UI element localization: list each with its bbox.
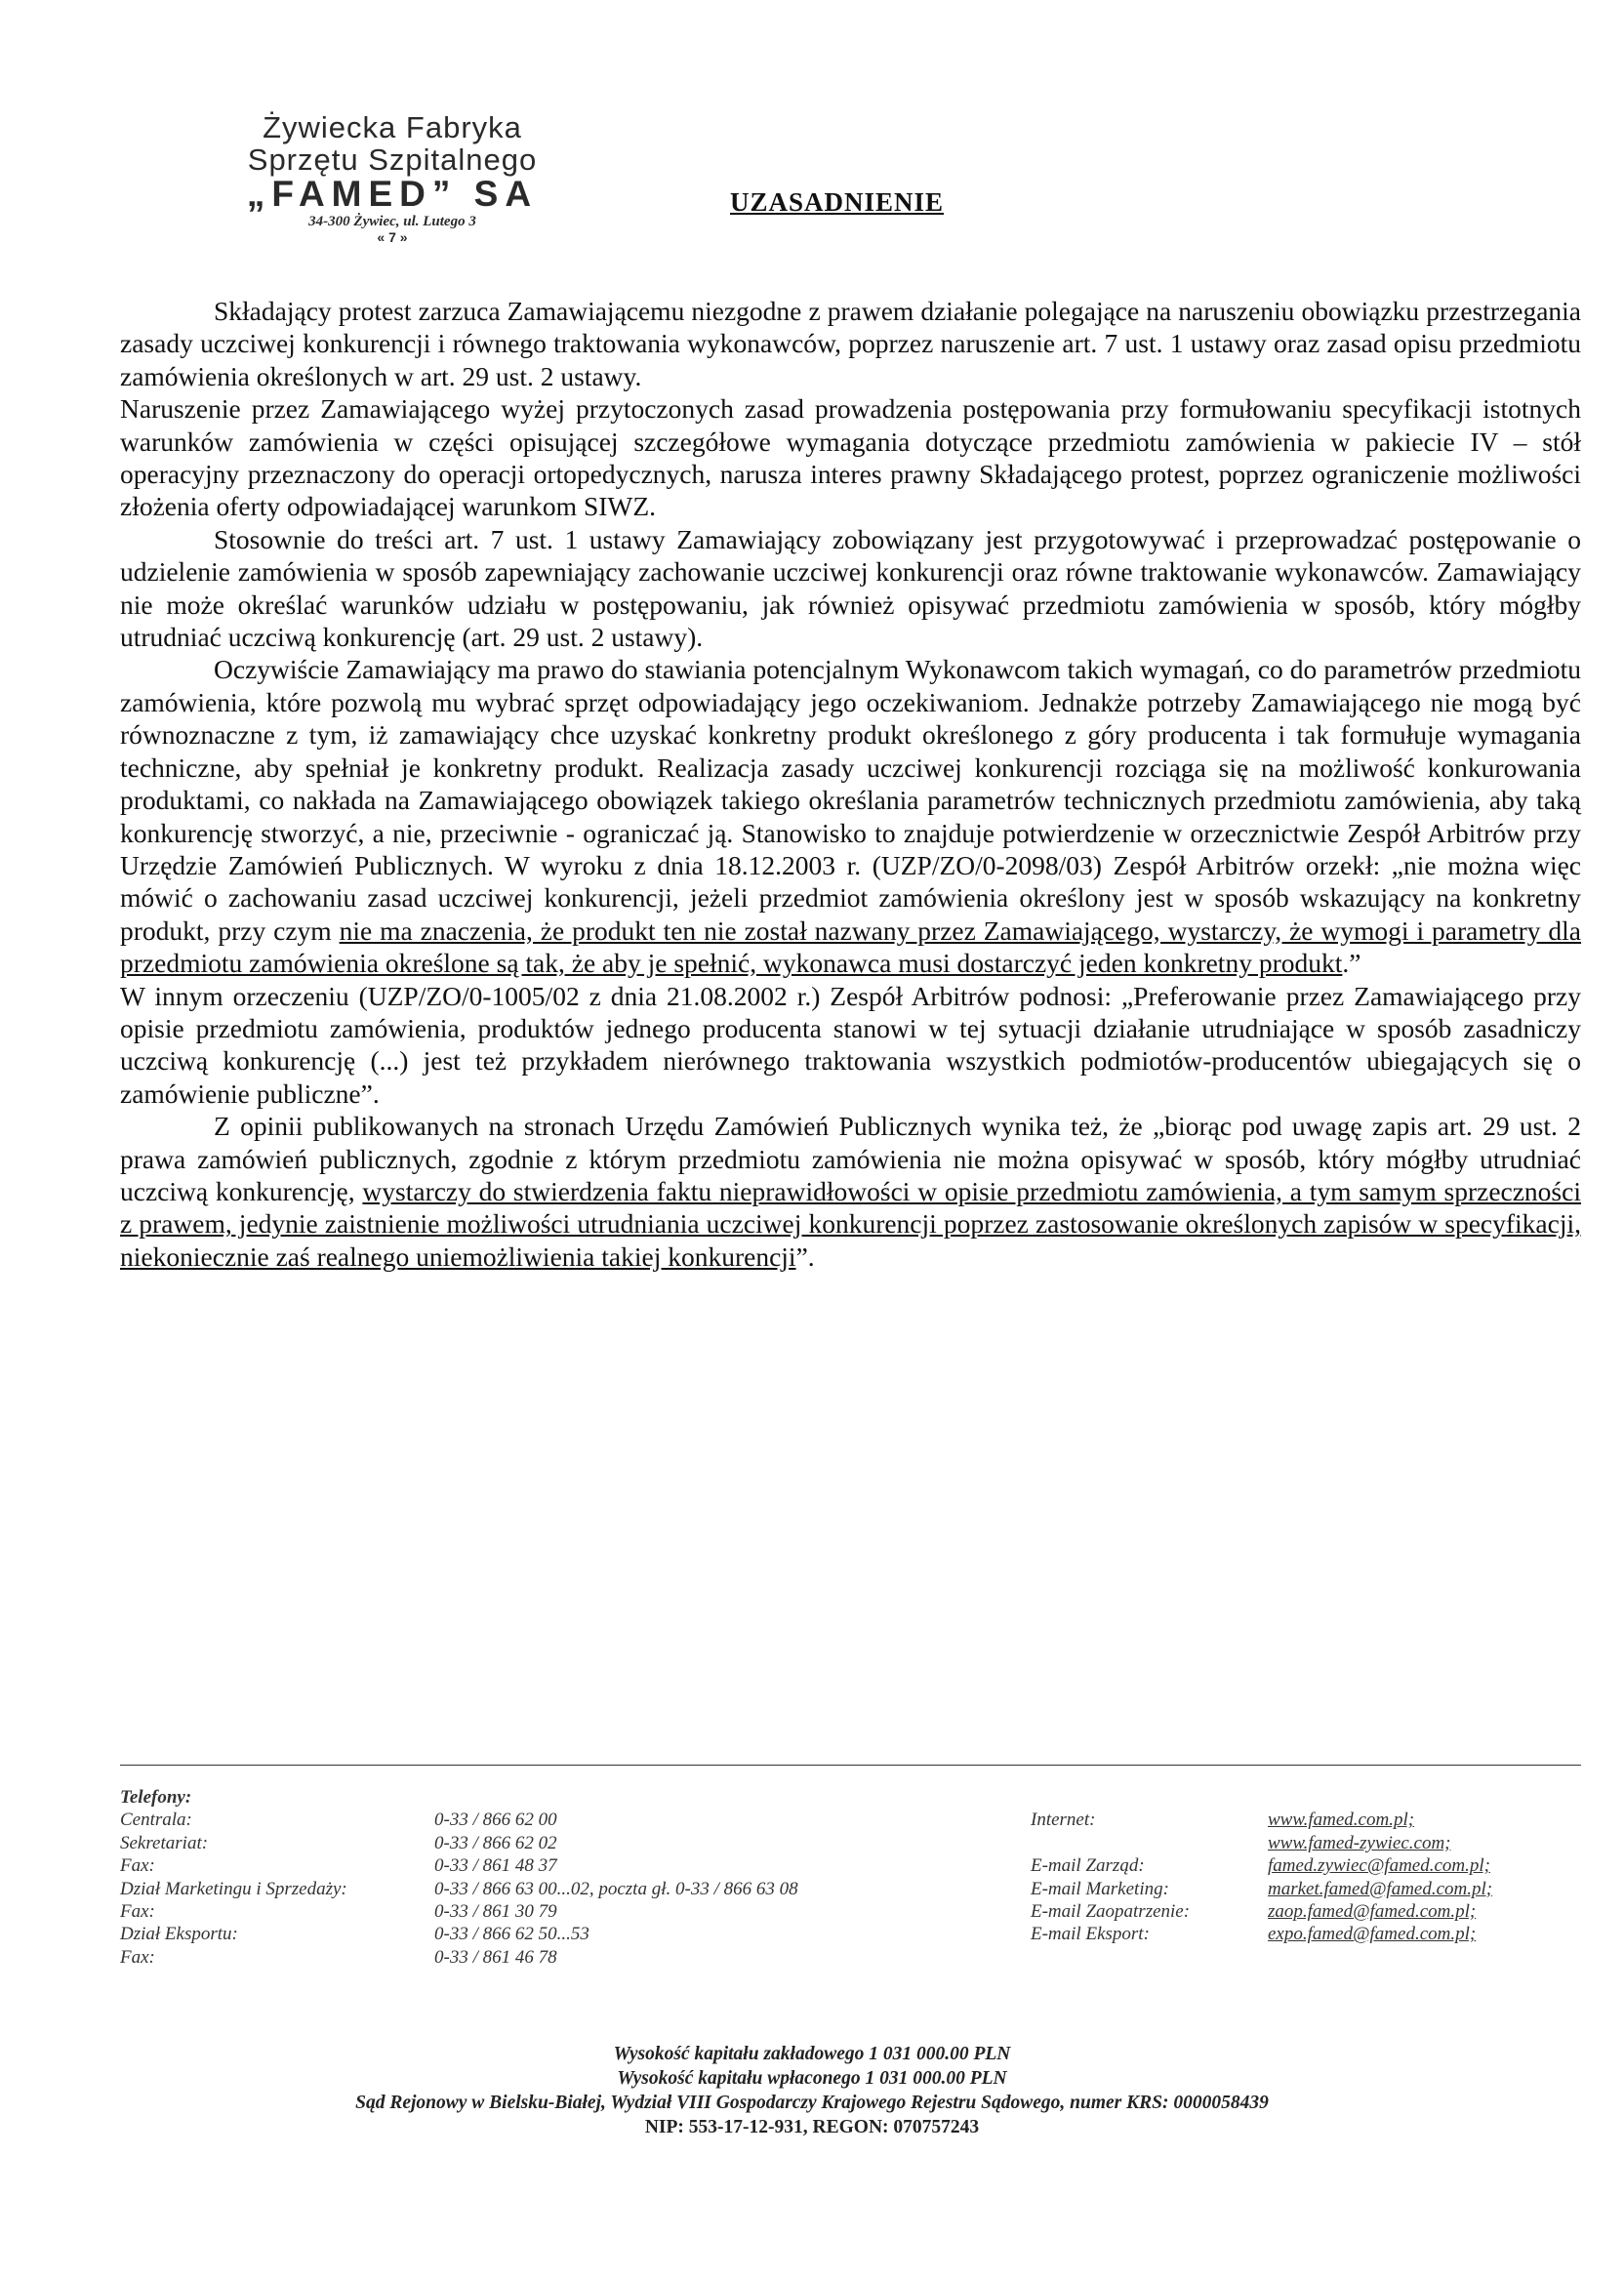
phone-number: 0-33 / 861 46 78 [434,1946,557,1968]
body-paragraph [120,392,1581,523]
legal-info [0,2042,1624,2139]
contact-label: E-mail Marketing: [1031,1878,1169,1899]
phone-label: Dział Marketingu i Sprzedaży: [120,1878,347,1899]
contact-link[interactable]: www.famed-zywiec.com; [1268,1832,1451,1853]
contact-label: Internet: [1031,1810,1096,1831]
body-paragraph [120,523,1581,654]
stamp-mark: « 7 » [377,229,408,245]
paragraph-text: Oczywiście Zamawiający ma prawo do stawiania potencjalnym Wykonawcom takich wymagań, co do parametrów przedmiotu zamówienia, które pozwolą mu wybrać sprzęt odpowiadający jego oczekiwaniom. Jednakże potrzeby Zamawiającego nie mogą być równoznaczne z tym, iż zamawiający chce uzyskać konkretny produkt określonego z góry producenta i tak formułuje wymagania techniczne, aby spełniał je konkretny produkt. Realizacja zasady uczciwej konkurencji rozciąga się na możliwość konkurowania produktami, co nakłada na Zamawiającego obowiązek takiego określania parametrów technicznych przedmiotu zamówienia, aby taką konkurencję stworzyć, a nie, przeciwnie - ograniczać ją. Stanowisko to znajduje potwierdzenie w orzecznictwie Zespół Arbitrów przy Urzędzie Zamówień Publicznych. W wyroku z dnia 18.12.2003 r. (UZP/ZO/0-2098/03) Zespół Arbitrów orzekł: „nie można więc mówić o zachowaniu zasad uczciwej konkurencji, jeżeli przedmiot zamówienia określony jest w sposób wskazujący na konkretny produkt, przy czym [120,654,1581,946]
contact-link[interactable]: market.famed@famed.com.pl; [1268,1878,1493,1899]
contact-label: E-mail Eksport: [1031,1924,1150,1945]
phone-label: Sekretariat: [120,1832,209,1853]
contact-row [120,1900,1581,1923]
share-capital: Wysokość kapitału zakładowego 1 031 000.00 PLN [613,2044,1011,2064]
underlined-quote: wystarczy do stwierdzenia faktu nieprawidłowości w opisie przedmiotu zamówienia, a tym samym sprzeczności z prawem, jedynie zaistnienie możliwości utrudniania uczciwej konkurencji poprzez zastosowanie określonych zapisów w specyfikacji, niekoniecznie zaś realnego uniemożliwienia takiej konkurencji [120,1175,1581,1272]
body-paragraph [120,295,1581,392]
contact-row [120,1878,1581,1900]
phone-label: Centrala: [120,1810,192,1831]
footer-divider [120,1765,1581,1766]
phone-number: 0-33 / 866 62 00 [434,1810,557,1831]
document-body [120,295,1581,1273]
phone-label: Fax: [120,1900,155,1922]
contact-link[interactable]: famed.zywiec@famed.com.pl; [1268,1855,1490,1877]
contact-row [120,1946,1581,1969]
phone-number: 0-33 / 866 62 50...53 [434,1924,589,1945]
paragraph-text: Z opinii publikowanych na stronach Urzędu Zamówień Publicznych wynika też, że „biorąc pod uwagę zapis art. 29 ust. 2 prawa zamówień publicznych, zgodnie z którym przedmiotu zamówienia nie można opisywać w sposób, który mógłby utrudniać uczciwą konkurencję, [120,1111,1581,1206]
tax-ids: NIP: 553-17-12-931, REGON: 070757243 [644,2117,980,2137]
phones-title: Telefony: [120,1787,192,1808]
body-paragraph [120,980,1581,1111]
phone-label: Fax: [120,1855,155,1877]
stamp-line-2: Sprzętu Szpitalnego [247,142,538,177]
paragraph-text: Naruszenie przez Zamawiającego wyżej przytoczonych zasad prowadzenia postępowania przy formułowaniu specyfikacji istotnych warunków zamówienia w części opisującej szczegółowe wymagania dotyczące przedmiotu zamówienia w pakiecie IV – stół operacyjny przeznaczony do operacji ortopedycznych, narusza interes prawny Składającego protest, poprzez ograniczenie możliwości złożenia oferty odpowiadającej warunkom SIWZ. [120,393,1581,522]
stamp-address: 34-300 Żywiec, ul. Lutego 3 [308,214,476,229]
document-heading: UZASADNIENIE [730,187,945,217]
paid-capital: Wysokość kapitału wpłaconego 1 031 000.00 PLN [617,2068,1007,2089]
stamp-line-1: Żywiecka Fabryka [263,110,522,144]
phone-label: Dział Eksportu: [120,1924,238,1945]
paragraph-text: .” [1342,948,1361,979]
underlined-quote: nie ma znaczenia, że produkt ten nie został nazwany przez Zamawiającego, wystarczy, że wymogi i parametry dla przedmiotu zamówienia określone są tak, że aby je spełnić, wykonawca musi dostarczyć jeden konkretny produkt [120,915,1581,979]
contact-row [120,1923,1581,1945]
phone-number: 0-33 / 861 30 79 [434,1900,557,1922]
contact-row [120,1832,1581,1854]
paragraph-text: ”. [795,1241,815,1272]
body-paragraph [120,1110,1581,1273]
contact-label: E-mail Zaopatrzenie: [1031,1900,1191,1922]
contact-link[interactable]: www.famed.com.pl; [1268,1810,1415,1831]
phone-number: 0-33 / 866 62 02 [434,1832,557,1853]
body-paragraph [120,653,1581,979]
paragraph-text: Stosownie do treści art. 7 ust. 1 ustawy Zamawiający zobowiązany jest przygotowywać i przeprowadzać postępowanie o udzielenie zamówienia w sposób zapewniający zachowanie uczciwej konkurencji oraz równe traktowanie wykonawców. Zamawiający nie może określać warunków udziału w postępowaniu, jak również opisywać przedmiotu zamówienia w sposób, który mógłby utrudniać uczciwą konkurencję (art. 29 ust. 2 ustawy). [120,523,1581,653]
contact-row [120,1809,1581,1831]
contact-rows [120,1809,1581,1969]
contact-link[interactable]: zaop.famed@famed.com.pl; [1268,1900,1477,1922]
paragraph-text: Składający protest zarzuca Zamawiającemu niezgodne z prawem działanie polegające na naruszeniu obowiązku przestrzegania zasady uczciwej konkurencji i równego traktowania wykonawców, poprzez naruszenie art. 7 ust. 1 ustawy oraz zasad opisu przedmiotu zamówienia określonych w art. 29 ust. 2 ustawy. [120,296,1581,391]
phone-number: 0-33 / 866 63 00...02, poczta gł. 0-33 / 866 63 08 [434,1878,798,1899]
contact-link[interactable]: expo.famed@famed.com.pl; [1268,1924,1477,1945]
contact-row [120,1854,1581,1877]
stamp-company-name: „FAMED” SA [246,174,539,214]
phone-number: 0-33 / 861 48 37 [434,1855,557,1877]
phone-label: Fax: [120,1946,155,1968]
contact-footer [120,1786,1581,1969]
court-registration: Sąd Rejonowy w Bielsku-Białej, Wydział VIII Gospodarczy Krajowego Rejestru Sądowego, numer KRS: 0000058439 [355,2093,1269,2113]
paragraph-text: W innym orzeczeniu (UZP/ZO/0-1005/02 z dnia 21.08.2002 r.) Zespół Arbitrów podnosi: „Preferowanie przez Zamawiającego przy opisie przedmiotu zamówienia, produktów jednego producenta stanowi w tej sytuacji działanie utrudniające w sposób zasadniczy uczciwą konkurencję (...) jest też przykładem nierównego traktowania wszystkich podmiotów-producentów ubiegających się o zamówienie publiczne”. [120,980,1581,1109]
contact-label: E-mail Zarząd: [1031,1855,1145,1877]
company-stamp [207,111,578,244]
